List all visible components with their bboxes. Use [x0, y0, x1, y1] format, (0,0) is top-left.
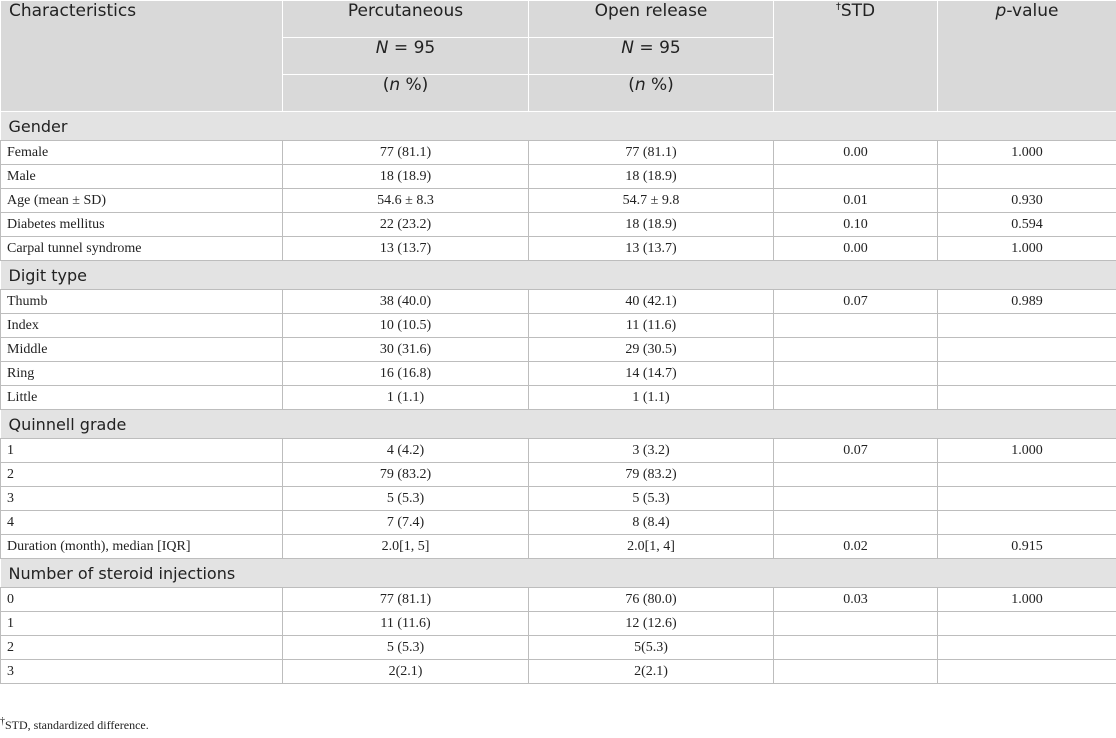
table-cell [774, 386, 938, 410]
table-cell: 5 (5.3) [529, 487, 774, 511]
table-cell [938, 612, 1116, 636]
table-cell: 79 (83.2) [529, 463, 774, 487]
table-cell: 5 (5.3) [283, 487, 529, 511]
table-cell: 0.930 [938, 189, 1116, 213]
table-cell: 0.915 [938, 535, 1116, 559]
table-cell [774, 338, 938, 362]
table-cell [938, 314, 1116, 338]
section-row [1, 559, 1116, 588]
footnote [0, 716, 149, 733]
table-cell: 16 (16.8) [283, 362, 529, 386]
table-cell: 18 (18.9) [529, 213, 774, 237]
table-row [1, 386, 1116, 410]
table-cell [774, 463, 938, 487]
table-cell [774, 612, 938, 636]
table-cell [774, 636, 938, 660]
table-cell: 0.03 [774, 588, 938, 612]
table-cell: 0.594 [938, 213, 1116, 237]
section-row [1, 261, 1116, 290]
table-cell: 29 (30.5) [529, 338, 774, 362]
row-label: 2 [1, 636, 283, 660]
row-label: Thumb [1, 290, 283, 314]
pct-close: %) [645, 75, 674, 95]
section-row [1, 410, 1116, 439]
table-row [1, 314, 1116, 338]
header-open-release: Open release [529, 1, 774, 38]
table-cell: 11 (11.6) [529, 314, 774, 338]
table-cell: 0.989 [938, 290, 1116, 314]
header-p-rest: -value [1006, 1, 1059, 21]
table-cell: 77 (81.1) [529, 141, 774, 165]
table-row [1, 338, 1116, 362]
n-italic-small: n [389, 75, 401, 95]
table-cell: 54.7 ± 9.8 [529, 189, 774, 213]
table-cell: 54.6 ± 8.3 [283, 189, 529, 213]
header-n-open [529, 38, 774, 75]
section-row [1, 112, 1116, 141]
table-cell [774, 314, 938, 338]
table-cell: 5 (5.3) [283, 636, 529, 660]
table-cell: 0.10 [774, 213, 938, 237]
row-label: Male [1, 165, 283, 189]
header-characteristics: Characteristics [1, 1, 283, 112]
row-label: 4 [1, 511, 283, 535]
n-italic: N [621, 38, 635, 58]
table-cell: 12 (12.6) [529, 612, 774, 636]
table-cell [938, 165, 1116, 189]
paren-open: ( [382, 75, 390, 95]
row-label: Female [1, 141, 283, 165]
table-cell: 0.00 [774, 141, 938, 165]
section-title: Quinnell grade [1, 410, 1116, 439]
table-cell [938, 362, 1116, 386]
table-cell: 14 (14.7) [529, 362, 774, 386]
n-value: = 95 [388, 38, 436, 58]
header-std-label: STD [840, 1, 876, 21]
table-cell [938, 487, 1116, 511]
table-row [1, 165, 1116, 189]
table-header [1, 1, 1116, 112]
header-pct-open [529, 75, 774, 112]
table-cell: 1.000 [938, 237, 1116, 261]
table-cell: 2.0[1, 5] [283, 535, 529, 559]
header-std [774, 1, 938, 112]
section-title: Digit type [1, 261, 1116, 290]
table-cell: 79 (83.2) [283, 463, 529, 487]
table-row [1, 237, 1116, 261]
table-cell: 38 (40.0) [283, 290, 529, 314]
table-cell: 11 (11.6) [283, 612, 529, 636]
table-cell: 1.000 [938, 439, 1116, 463]
table-cell: 40 (42.1) [529, 290, 774, 314]
table-cell [938, 386, 1116, 410]
table-row [1, 290, 1116, 314]
row-label: Little [1, 386, 283, 410]
table-cell: 0.02 [774, 535, 938, 559]
header-p-italic: p [995, 1, 1007, 21]
table-cell [938, 636, 1116, 660]
table-row [1, 141, 1116, 165]
header-pct-percutaneous [283, 75, 529, 112]
table-cell: 1 (1.1) [529, 386, 774, 410]
table-cell: 76 (80.0) [529, 588, 774, 612]
table-cell: 18 (18.9) [283, 165, 529, 189]
table-cell: 4 (4.2) [283, 439, 529, 463]
paren-open: ( [628, 75, 635, 95]
table-row [1, 535, 1116, 559]
table-cell: 0.01 [774, 189, 938, 213]
table-cell: 13 (13.7) [529, 237, 774, 261]
table-cell [774, 511, 938, 535]
table-cell: 7 (7.4) [283, 511, 529, 535]
table-cell: 1.000 [938, 141, 1116, 165]
table-cell: 2(2.1) [283, 660, 529, 684]
row-label: Diabetes mellitus [1, 213, 283, 237]
table-row [1, 463, 1116, 487]
table-cell: 1.000 [938, 588, 1116, 612]
n-italic: N [375, 38, 389, 58]
table-row [1, 636, 1116, 660]
table-cell: 13 (13.7) [283, 237, 529, 261]
table-cell [774, 487, 938, 511]
header-p-value [938, 1, 1116, 112]
table-cell: 18 (18.9) [529, 165, 774, 189]
table-cell [938, 338, 1116, 362]
table-cell: 8 (8.4) [529, 511, 774, 535]
row-label: 1 [1, 439, 283, 463]
section-title: Number of steroid injections [1, 559, 1116, 588]
table-row [1, 189, 1116, 213]
n-italic-small: n [634, 75, 646, 95]
table-cell: 3 (3.2) [529, 439, 774, 463]
table-cell: 77 (81.1) [283, 588, 529, 612]
table-cell: 0.07 [774, 290, 938, 314]
table-cell: 0.00 [774, 237, 938, 261]
table-cell: 0.07 [774, 439, 938, 463]
row-label: Ring [1, 362, 283, 386]
dagger-mark: † [835, 1, 841, 13]
row-label: Carpal tunnel syndrome [1, 237, 283, 261]
row-label: 0 [1, 588, 283, 612]
table-cell [774, 165, 938, 189]
table-row [1, 660, 1116, 684]
table-cell [938, 463, 1116, 487]
table-row [1, 487, 1116, 511]
table-cell [774, 660, 938, 684]
table-cell [938, 511, 1116, 535]
table-cell [774, 362, 938, 386]
row-label: 1 [1, 612, 283, 636]
row-label: 2 [1, 463, 283, 487]
table-row [1, 612, 1116, 636]
row-label: 3 [1, 660, 283, 684]
table-cell: 5(5.3) [529, 636, 774, 660]
table-cell [938, 660, 1116, 684]
table-cell: 77 (81.1) [283, 141, 529, 165]
table-cell: 1 (1.1) [283, 386, 529, 410]
table-cell: 22 (23.2) [283, 213, 529, 237]
section-title: Gender [1, 112, 1116, 141]
table-row [1, 213, 1116, 237]
footnote-text: STD, standardized difference. [5, 718, 149, 732]
table-cell: 2.0[1, 4] [529, 535, 774, 559]
n-value: = 95 [634, 38, 681, 58]
row-label: Index [1, 314, 283, 338]
row-label: Duration (month), median [IQR] [1, 535, 283, 559]
row-label: 3 [1, 487, 283, 511]
table-cell: 30 (31.6) [283, 338, 529, 362]
table-cell: 10 (10.5) [283, 314, 529, 338]
table-row [1, 362, 1116, 386]
table-row [1, 588, 1116, 612]
pct-close: %) [400, 75, 429, 95]
row-label: Age (mean ± SD) [1, 189, 283, 213]
table-body [1, 112, 1116, 684]
row-label: Middle [1, 338, 283, 362]
footnote-mark: † [0, 716, 5, 727]
table-row [1, 511, 1116, 535]
table-row [1, 439, 1116, 463]
header-n-percutaneous [283, 38, 529, 75]
table-cell: 2(2.1) [529, 660, 774, 684]
header-percutaneous: Percutaneous [283, 1, 529, 38]
